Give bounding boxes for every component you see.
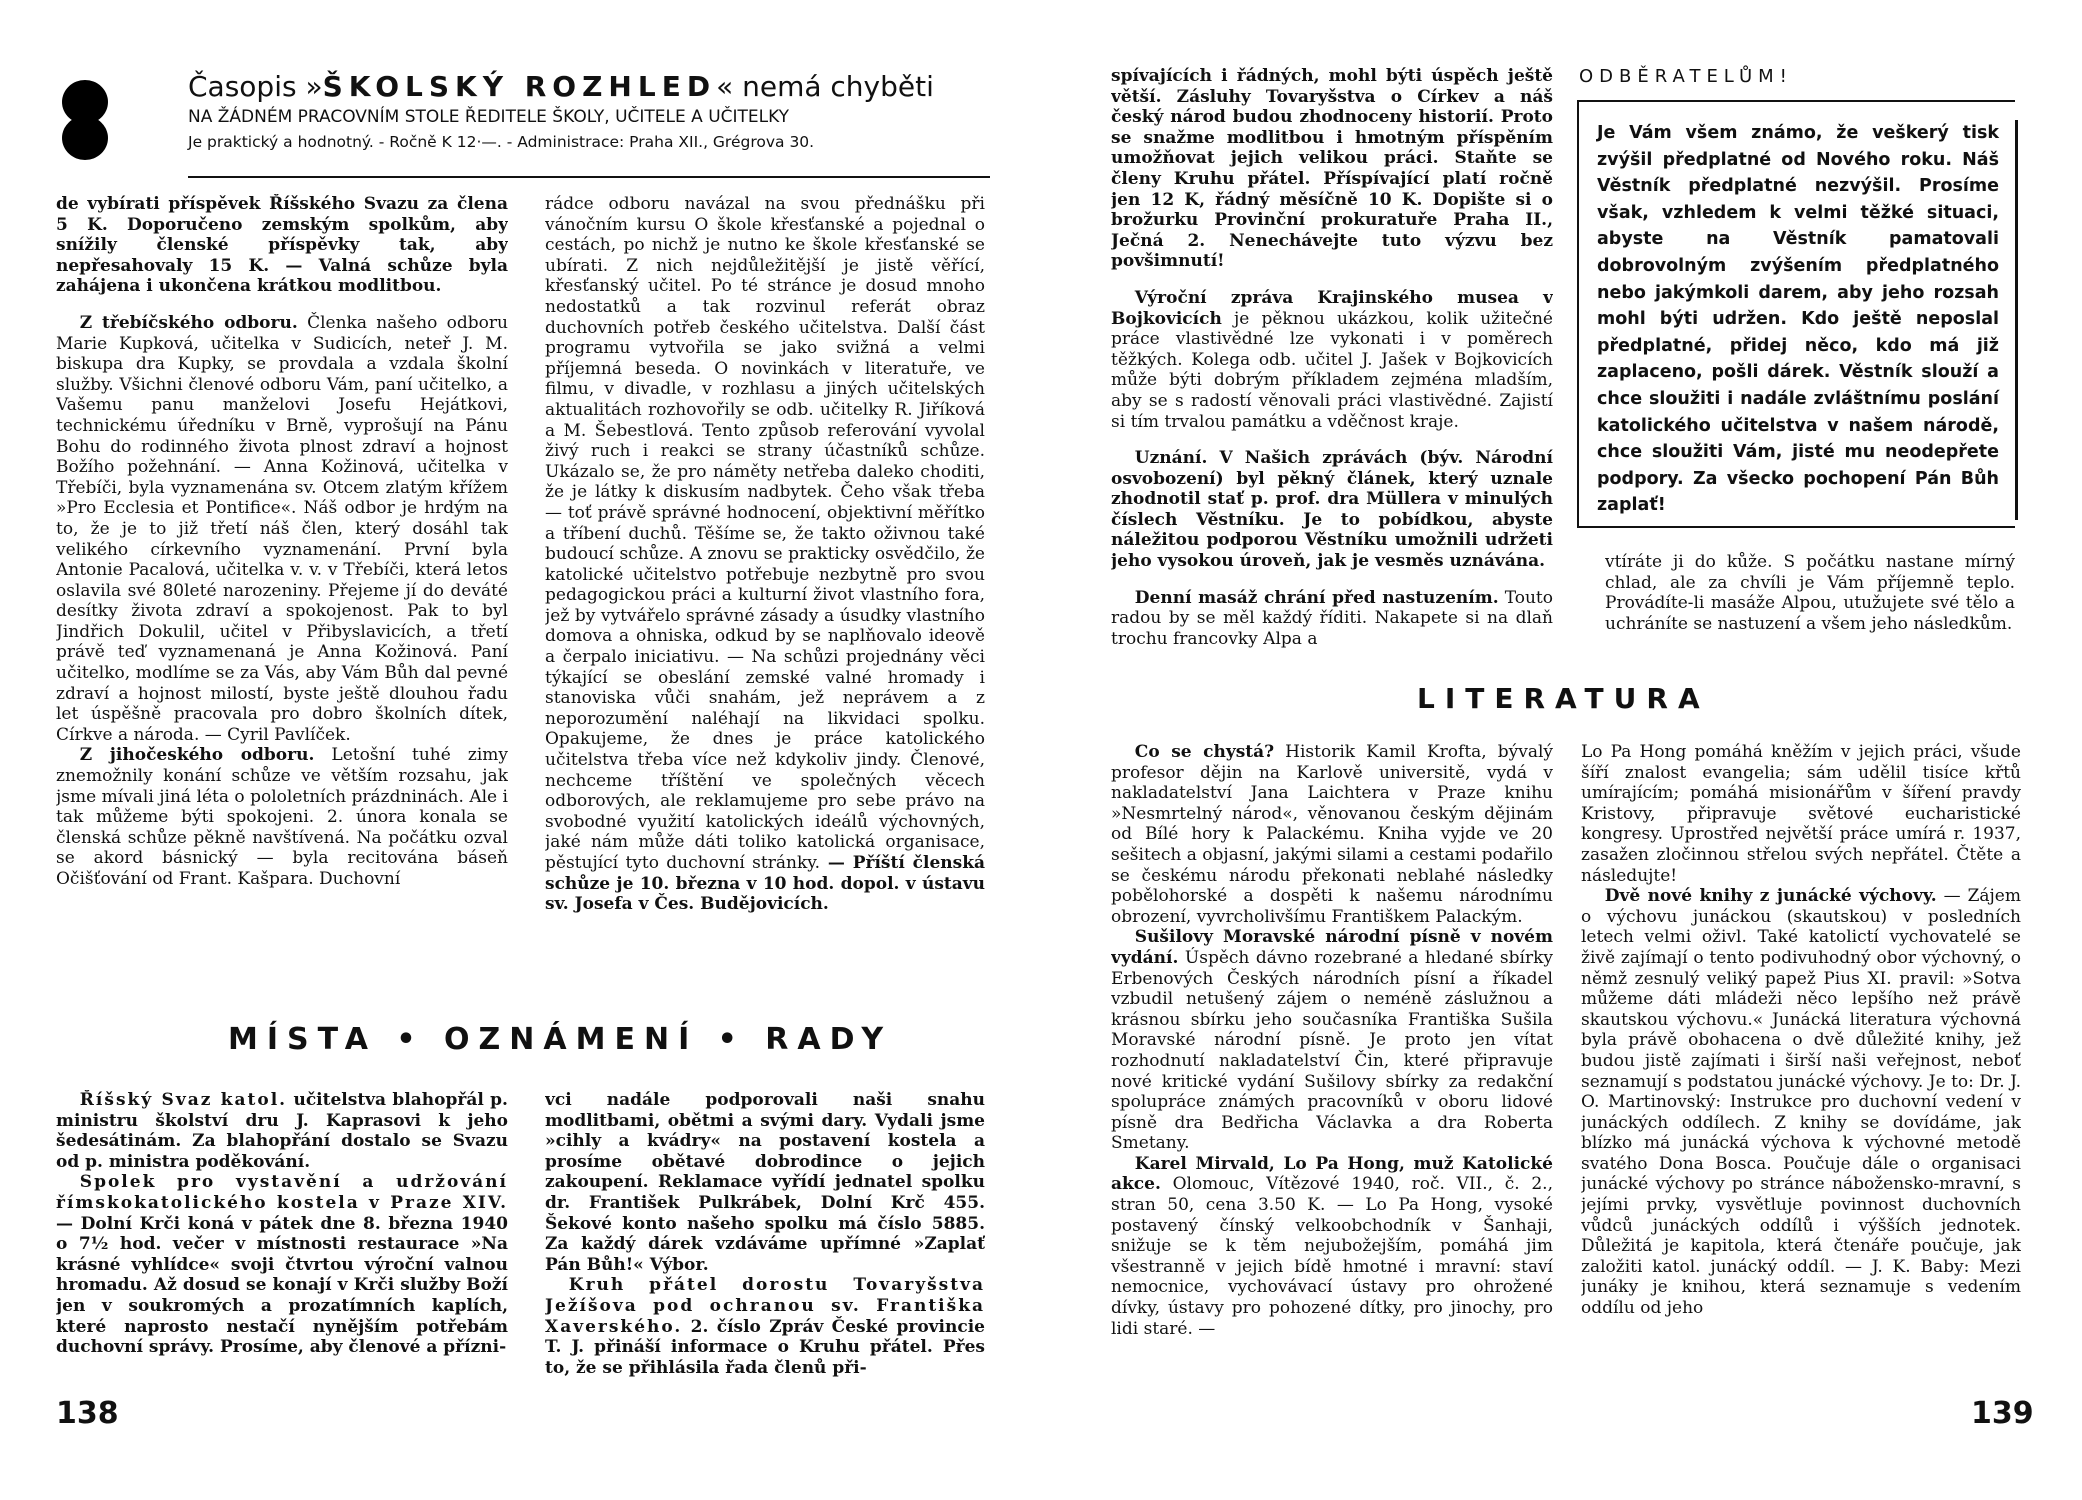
paragraph <box>1581 886 2021 1318</box>
masthead-suffix: « nemá chyběti <box>716 70 934 103</box>
page-right <box>1041 0 2082 1500</box>
masthead-line1 <box>188 70 988 103</box>
paragraph-text: — Zájem o výchovu junáckou (skautskou) v posledních letech velmi oživl. Také katolictí vychovatelé se živě zajímají o tento podivuhodný obor výchovný, o němž zesnulý veliký papež Pius XI. pravil: »Sotva můžeme dáti mládeži něco lepšího než právě skautskou výchovu.« Junácká literatura výchovná byla právě obohacena o dvě důležité knihy, jež budou jistě zajímati i širší naši veřejnost, neboť seznamují s podstatou junácké výchovy. Je to: Dr. J. O. Martinovský: Instrukce pro duchovní vedení v junáckých oddílech. Z knihy se dovídáme, jak blízko má junácká výchova k výchovné metodě svatého Dona Bosca. Poučuje dále o organisaci junácké výchovy po stránce nábožensko-mravní, s jejími prvky, vysvětluje povinnost duchovních vůdců junáckých oddílů i výšších jednotek. Důležitá je kapitola, která čtenáře poučuje, jak založiti katol. junácký oddíl. — J. K. Baby: Mezi junáky je knihou, která seznamuje s vedením oddílu od jeho <box>1581 886 2021 1319</box>
left-column-2 <box>545 194 985 992</box>
paragraph <box>1111 588 1553 650</box>
masthead-rule <box>188 176 990 178</box>
paragraph-bold: — Příští členská schůze je 10. března v 10 hod. dopol. v ústavu sv. Josefa v Čes. Budějovicích. <box>545 853 985 915</box>
paragraph-lead: Dvě nové knihy z junácké výchovy. <box>1604 886 1937 907</box>
left-column-1 <box>56 194 508 992</box>
paragraph-text: Touto radou by se měl každý říditi. Nakapete si na dlaň trochu francovky Alpa a <box>1111 587 1553 649</box>
paragraph <box>56 1172 508 1357</box>
literatura-column-1 <box>1111 742 1553 1410</box>
masthead-line3: Je praktický a hodnotný. - Ročně K 12·—. - Administrace: Praha XII., Grégrova 30. <box>188 133 815 151</box>
paragraph-lead: Z třebíčského odboru. <box>79 312 298 333</box>
paragraph-text: — Dolní Krči koná v pátek dne 8. března 1940 o 7½ hod. večer v místnosti restaurace »Na krásné vyhlídce« svoji čtvrtou výroční valnou hromadu. Až dosud se konají v Krči služby Boží jen v soukromých a prozatímních kaplích, které naprosto nestačí nynějším potřebám duchovní správy. Prosíme, aby členové a přízni- <box>56 1213 508 1358</box>
paragraph <box>545 194 985 915</box>
paragraph <box>56 745 508 889</box>
right-column-1 <box>1111 66 1553 662</box>
subscribers-box <box>1577 66 2017 536</box>
paragraph <box>1111 288 1553 432</box>
paragraph-lead: Kruh přátel dorostu Tovaryšstva Ježíšova pod ochranou sv. Františka Xaverského. <box>545 1275 985 1337</box>
paragraph-lead: Říšský Svaz katol. <box>79 1090 288 1110</box>
paragraph: vci nadále podporovali naši snahu modlitbami, obětmi a svými dary. Vydali jsme »cihly a kvádry« na postavení kostela a prosíme obětavé dobrodince o jejich zakoupení. Reklamace vyřídí jednatel spolku dr. František Pulkrábek, Dolní Krč 455. Šekové konto našeho spolku má číslo 5885. Za každý dárek vzdáváme upřímné »Zaplať Pán Bůh!« Výbor. <box>545 1090 985 1275</box>
paragraph-lead: Co se chystá? <box>1134 742 1275 762</box>
paragraph-lead: Sušilovy Moravské národní písně v novém vydání. <box>1111 927 1553 968</box>
paragraph-lead: Denní masáž chrání před nastuzením. <box>1134 587 1499 608</box>
paragraph-text: učitelstva blahopřál p. ministru školství dru J. Kaprasovi k jeho šedesátinám. Za blahopřání dostalo se Svazu od p. ministra poděkování. <box>56 1090 508 1172</box>
paragraph <box>56 1090 508 1172</box>
paragraph-text: Letošní tuhé zimy znemožnily konání schůze ve větším rozsahu, jak jsme mívali jiná léta o pololetních prázdninách. Ale i tak můžeme býti spokojeni. 2. února konala se členská schůze pěkně navštívená. Na počátku ozval se akord básnický — byla recitována báseň Očišťování od Frant. Kašpara. Duchovní <box>56 745 508 889</box>
masthead-prefix: Časopis » <box>188 70 323 103</box>
section-heading-mista: MÍSTA • OZNÁMENÍ • RADY <box>228 1022 893 1057</box>
paragraph-text: Členka našeho odboru Marie Kupková, učitelka v Sudicích, neteř J. M. biskupa dra Kupky, se provdala a vzdala školní služby. Všichni členové odboru Vám, paní učitelko, a Vašemu panu manželovi Josefu Hejátkovi, technickému úředníku v Brně, vyprošují na Pánu Bohu do rodinného života plnost zdraví a hojnost Božího požehnání. — Anna Kožinová, učitelka v Třebíči, byla vyznamenána sv. Otcem zlatým křížem »Pro Ecclesia et Pontifice«. Náš odbor je hrdým na to, že je to již třetí náš člen, který dosáhl tak velikého církevního vyznamenání. První byla Antonie Pacalová, učitelka v. v. v Třebíči, která letos oslavila své 80leté narozeniny. Přejeme jí do deváté desítky života zdraví a spokojenost. Pak to byl Jindřich Dokulil, učitel v Přibyslavicích, a třetí právě teď vyznamenaná je Anna Kožinová. Paní učitelko, modlíme se za Vás, aby Vám Bůh dal pevné zdraví a hojnost milostí, byste ještě dlouhou řadu let úspěšně pracovala pro dobro školních dítek, Církve a národa. — Cyril Pavlíček. <box>56 312 508 745</box>
paragraph-text: rádce odboru navázal na svou přednášku při vánočním kursu O škole křesťanské a pojednal o cestách, po nichž je nutno ke škole křesťanské se ubírati. Z nich nejdůležitější je jistě věřící, křesťanský učitel. Po té stránce je dosud mnoho nedostatků a tak rozvinul referát obraz duchovních potřeb českého učitelstva. Další část programu vytvořila se jako svižná a velmi příjemná beseda. O novinkách v literatuře, ve filmu, v divadle, v rozhlasu a jiných učitelských aktualitách rozhovořily se odb. učitelky R. Jiříková a M. Šebestlová. Tento způsob referování vyvolal živý ruch i reakci se strany účastníků schůze. Ukázalo se, že pro náměty netřeba daleko choditi, že je látky k diskusím nadbytek. Čeho však třeba — toť právě správné hodnocení, objektivní měřítko a tříbení duchů. Těšíme se, že takto oživnou také budoucí schůze. A znovu se prakticky osvědčilo, že katolické učitelstvo potřebuje nezbytně pro svou pedagogickou práci a kulturní život vlastního fora, jež by vytvářelo správné zásady a úsudky vlastního domova a ohniska, odkud by se naplňovalo ideově a čerpalo iniciativu. — Na schůzi projednány věci týkající se obeslání zemské valné hromady i stanoviska vůči snahám, jež neprávem a z neporozumění naléhají na likvidaci spolku. Opakujeme, že dnes je práce katolického učitelstva třeba více než kdykoliv jindy. Členové, nechceme tříštění ve společných věcech odborových, ale reklamujeme pro sebe právo na svobodné využití katolických ideálů výchovných, jaké nám může dáti toliko katolická organisace, pěstující tyto duchovní stránky. <box>545 194 985 873</box>
box-rule-left <box>1577 100 1579 528</box>
paragraph: de vybírati příspěvek Říšského Svazu za člena 5 K. Doporučeno zemským spolkům, aby snížily členské příspěvky tak, aby nepřesahovaly 15 K. — Valná schůze byla zahájena i ukončena krátkou modlitbou. <box>56 194 508 297</box>
paragraph: Lo Pa Hong pomáhá kněžím v jejich práci, všude šíří znalost evangelia; sám udělil tisíce křtů umírajícím; pomáhá misionářům v šíření pravdy Kristovy, připravuje světové eucharistické kongresy. Uprostřed největší práce umírá r. 1937, zasažen zločinnou střelou svých nepřátel. Čtěte a následujte! <box>1581 742 2021 886</box>
section-heading-literatura: LITERATURA <box>1417 682 1710 715</box>
paragraph-text: V Našich zprávách (býv. Národní osvobození) byl pěkný článek, který uznale zhodnotil stať p. prof. dra Müllera v minulých číslech Věstníku. Je to pobídkou, abyste náležitou podporou Věstníku umožnili udržeti jeho vysokou úroveň, jak je vesměs uznávána. <box>1111 448 1553 572</box>
masthead-line2: NA ŽÁDNÉM PRACOVNÍM STOLE ŘEDITELE ŠKOLY, UČITELE A UČITELKY <box>188 107 790 127</box>
paragraph <box>1111 927 1553 1154</box>
left-column-4 <box>545 1090 985 1405</box>
paragraph-text: Olomouc, Vítězové 1940, roč. VII., č. 2., stran 50, cena 3.50 K. — Lo Pa Hong, vysoké postavený čínský velkoobchodník v Šanhaji, snižuje se k těm nejubožejším, pomáhá jim všestranně v jejich bídě hmotné i mravní: staví nemocnice, vychovávací ústavy pro ohrožené dívky, ústavy pro pohozené dítky, pro jinochy, pro lidi staré. — <box>1111 1174 1553 1339</box>
paragraph: vtíráte ji do kůže. S počátku nastane mírný chlad, ale za chvíli je Vám příjemně teplo. Provádíte-li masáže Alpou, utužujete své tělo a uchráníte se nastuzení a všem jeho následkům. <box>1605 552 2015 634</box>
paragraph-lead: Z jihočeského odboru. <box>79 745 315 766</box>
paragraph-lead: Uznání. <box>1134 448 1208 469</box>
paragraph: spívajících i řádných, mohl býti úspěch ještě větší. Zásluhy Tovaryšstva o Církev a náš český národ budou zhodnoceny historií. Proto se snažme modlitbou i hmotným příspěním umožňovat jejich velikou práci. Staňte se členy Kruhu přátel. Příspívající platí ročně jen 12 K, řádný měsíčně 10 K. Dopište si o brožurku Provinční prokuratuře Praha II., Ječná 2. Nenechávejte tuto výzvu bez povšimnutí! <box>1111 66 1553 272</box>
paragraph <box>1111 742 1553 927</box>
paragraph <box>56 313 508 745</box>
box-heading: ODBĚRATELŮM! <box>1579 66 1793 87</box>
literatura-column-2 <box>1581 742 2021 1410</box>
masthead-title: ŠKOLSKÝ ROZHLED <box>322 70 717 103</box>
left-column-3 <box>56 1090 508 1405</box>
paragraph-text: Historik Kamil Krofta, bývalý profesor dějin na Karlově universitě, vydá v nakladatelství Jana Laichtera v Praze knihu »Nesmrtelný národ«, věnovanou českým dějinám od Bílé hory k Palackému. Kniha vyjde ve 20 sešitech a objasní, jakými silami a cestami podařilo se českému národu překonati neblahé následky pobělohorské a dospěti k našemu národnímu obrození, vyvrcholivšímu Františkem Palackým. <box>1111 742 1553 927</box>
paragraph-text: 2. číslo Zpráv České provincie T. J. přináší informace o Kruhu přátel. Přes to, že se přihlásila řada členů při- <box>545 1316 985 1378</box>
page-number-right: 139 <box>1971 1396 2034 1431</box>
box-text: Je Vám všem známo, že veškerý tisk zvýšil předplatné od Nového roku. Náš Věstník předplatné nezvýšil. Prosíme však, vzhledem k velmi těžké situaci, abyste na Věstník pamatovali dobrovolným zvýšením předplatného nebo jakýmkoli darem, aby jeho rozsah mohl býti udržen. Kdo ještě neposlal předplatné, přidej něco, kdo má již zaplaceno, pošli dárek. Věstník slouží a chce sloužiti i nadále zvláštnímu poslání katolického učitelstva v našem národě, chce sloužiti Vám, jisté mu neodepřete podpory. Za všecko pochopení Pán Bůh zaplať! <box>1597 123 1999 516</box>
paragraph-lead: Karel Mirvald, Lo Pa Hong, muž Katolické akce. <box>1111 1153 1553 1195</box>
page-number-left: 138 <box>56 1396 119 1431</box>
box-rule-right <box>2015 120 2018 520</box>
paragraph <box>545 1275 985 1378</box>
ornament-blob-bottom <box>62 116 108 160</box>
paragraph <box>1111 1154 1553 1339</box>
paragraph-text: je pěknou ukázkou, kolik užitečné práce vlastivědné lze vykonati i v poměrech těžkých. Kolega odb. učitel J. Jašek v Bojkovicích může býti dobrým příkladem zejména mladším, aby se s radostí věnovali práci vlastivědné. Zajistí si tím trvalou památku a vděčnost kraje. <box>1111 308 1553 432</box>
box-rule-bottom <box>1577 526 2015 528</box>
paragraph-lead: Spolek pro vystavění a udržování římskokatolického kostela v Praze XIV. <box>56 1172 508 1213</box>
paragraph-text: Úspěch dávno rozebrané a hledané sbírky Erbenových Českých národních písní a říkadel vzbudil netušený zájem o neméně záslužnou a krásnou sbírku jeho současníka Františka Sušila Moravské národní písně. Je proto jen vítat rozhodnutí nakladatelství Čin, které připravuje nové kritické vydání Sušilovy sbírky za redakční spolupráce známých pracovníků v oboru lidové písně dra Bedřicha Václavka a dra Roberta Smetany. <box>1111 947 1553 1154</box>
paragraph <box>1111 448 1553 572</box>
masthead <box>188 70 988 151</box>
right-column-2-continuation <box>1605 552 2015 662</box>
box-rule-top <box>1577 100 2015 102</box>
paragraph-lead: Výroční zpráva Krajinského musea v Bojkovicích <box>1111 287 1553 329</box>
